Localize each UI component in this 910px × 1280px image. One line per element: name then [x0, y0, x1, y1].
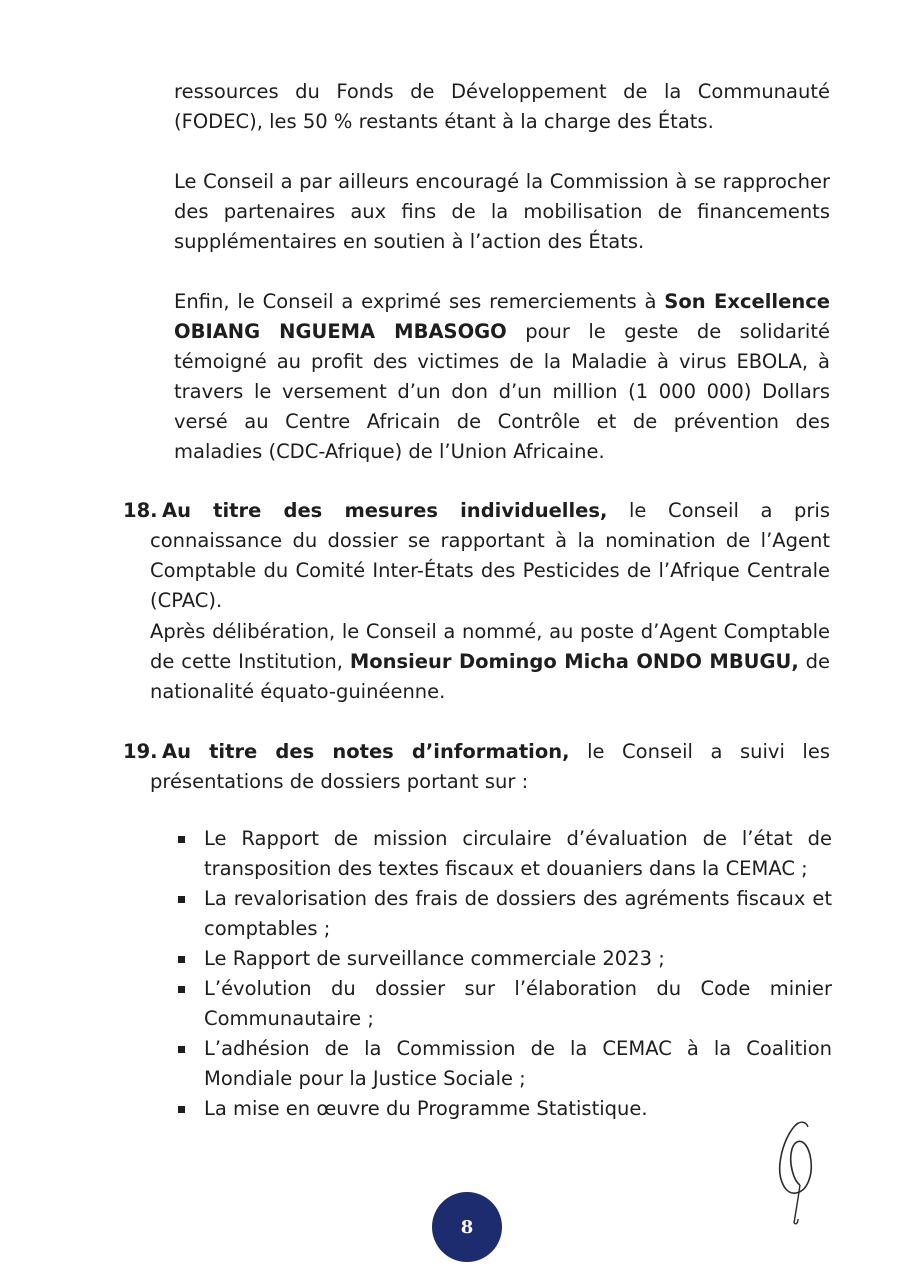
list-item [176, 944, 832, 974]
item-18-nomination-paragraph [150, 617, 830, 707]
list-item [176, 884, 832, 944]
paragraph-partenaires: Le Conseil a par ailleurs encouragé la Commission à se rapprocher des partenaires aux fins de la mobilisation de financements supplémentaires en soutien à l’action des États. [174, 170, 830, 253]
bullet-square-icon [178, 986, 185, 993]
paragraph-remerciements [174, 287, 830, 467]
item-19-number: 19. [123, 740, 158, 763]
bullet-square-icon [178, 1106, 185, 1113]
item-19-text: le Conseil a suivi les présentations de dossiers portant sur : [150, 740, 830, 793]
nomination-bold-name: Monsieur Domingo Micha ONDO MBUGU, [349, 650, 799, 673]
item-18-text: le Conseil a pris connaissance du dossier se rapportant à la nomination de l’Agent Comptable du Comité Inter-États des Pesticides de l’Afrique Centrale (CPAC). [150, 499, 830, 612]
list-item [176, 824, 832, 884]
item-19-paragraph [150, 737, 830, 797]
information-notes-list [176, 824, 832, 1124]
page-number-badge [432, 1192, 502, 1262]
list-item [176, 1094, 832, 1124]
paragraph-fodec: ressources du Fonds de Développement de la Communauté (FODEC), les 50 % restants étant à la charge des États. [174, 80, 830, 133]
item-19-heading: Au titre des notes d’information, [162, 740, 570, 763]
bullet-square-icon [178, 1046, 185, 1053]
nomination-text-start: Après délibération, le Conseil a nommé, au poste d’Agent Comptable de cette Institution, [150, 620, 830, 673]
item-18-paragraph [150, 496, 830, 616]
list-item-text: L’évolution du dossier sur l’élaboration du Code minier Communautaire ; [204, 977, 832, 1030]
remerciements-text-end: pour le geste de solidarité témoigné au profit des victimes de la Maladie à virus EBOLA, à travers le versement d’un don d’un million (1 000 000) Dollars versé au Centre Africain de Contrôle et de prévention des maladies (CDC-Afrique) de l’Union Africaine. [174, 320, 830, 463]
nomination-text-end: de nationalité équato-guinéenne. [150, 650, 830, 703]
bullet-square-icon [178, 896, 185, 903]
handwritten-initials-icon [760, 1115, 830, 1230]
remerciements-bold-name: Son Excellence OBIANG NGUEMA MBASOGO [174, 290, 831, 343]
list-item [176, 1034, 832, 1094]
item-18-heading: Au titre des mesures individuelles, [162, 499, 608, 522]
list-item-text: Le Rapport de surveillance commerciale 2023 ; [204, 947, 665, 970]
list-item [176, 974, 832, 1034]
remerciements-text-start: Enfin, le Conseil a exprimé ses remerciements à [174, 290, 665, 313]
list-item-text: L’adhésion de la Commission de la CEMAC à la Coalition Mondiale pour la Justice Sociale ; [204, 1037, 832, 1090]
item-18-number: 18. [123, 499, 158, 522]
page-number: 8 [460, 1216, 474, 1238]
list-item-text: La revalorisation des frais de dossiers des agréments fiscaux et comptables ; [204, 887, 832, 940]
bullet-square-icon [178, 836, 185, 843]
list-item-text: La mise en œuvre du Programme Statistique. [204, 1097, 648, 1120]
bullet-square-icon [178, 956, 185, 963]
list-item-text: Le Rapport de mission circulaire d’évaluation de l’état de transposition des textes fiscaux et douaniers dans la CEMAC ; [204, 827, 832, 880]
